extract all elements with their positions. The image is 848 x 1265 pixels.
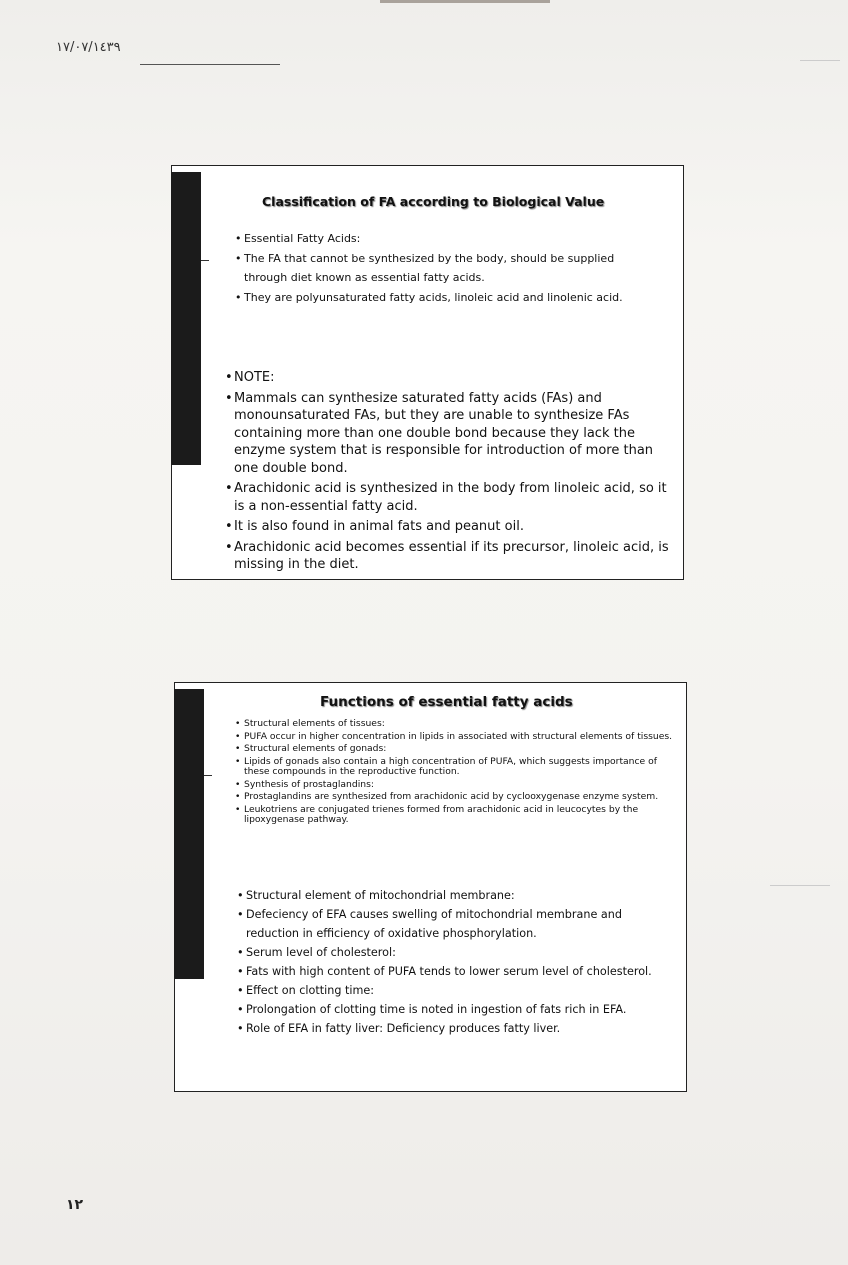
slide-side-strip bbox=[174, 689, 204, 979]
page-number: ١٢ bbox=[66, 1197, 84, 1213]
list-item: • Fats with high content of PUFA tends to lower serum level of cholesterol. bbox=[237, 962, 677, 981]
list-item: • Serum level of cholesterol: bbox=[237, 943, 677, 962]
list-item: • PUFA occur in higher concentration in lipids in associated with structural elements of tissues. bbox=[235, 732, 675, 743]
list-item: • Role of EFA in fatty liver: Deficiency produces fatty liver. bbox=[237, 1019, 677, 1038]
list-item: • Effect on clotting time: bbox=[237, 981, 677, 1000]
functions-list-bottom bbox=[237, 886, 677, 1038]
strip-tick bbox=[201, 260, 209, 261]
list-item: • Essential Fatty Acids: bbox=[235, 229, 655, 248]
list-item: • Leukotriens are conjugated trienes formed from arachidonic acid in leucocytes by the lipoxygenase pathway. bbox=[235, 805, 675, 826]
list-item: • Structural elements of gonads: bbox=[235, 744, 675, 755]
list-item: • Synthesis of prostaglandins: bbox=[235, 780, 675, 791]
slide-side-strip bbox=[171, 172, 201, 465]
list-item: • They are polyunsaturated fatty acids, linoleic acid and linolenic acid. bbox=[235, 288, 655, 307]
strip-tick bbox=[204, 775, 212, 776]
list-item: • It is also found in animal fats and peanut oil. bbox=[225, 518, 680, 536]
list-item: • Arachidonic acid becomes essential if its precursor, linoleic acid, is missing in the diet. bbox=[225, 539, 680, 574]
list-item: • Defeciency of EFA causes swelling of mitochondrial membrane and reduction in efficiency of oxidative phosphorylation. bbox=[237, 905, 677, 943]
functions-list-top bbox=[235, 719, 675, 828]
list-item: • Lipids of gonads also contain a high concentration of PUFA, which suggests importance of these compounds in the reproductive function. bbox=[235, 757, 675, 778]
slide-functions bbox=[174, 682, 687, 1092]
note-list bbox=[225, 369, 680, 577]
list-item: • Arachidonic acid is synthesized in the body from linoleic acid, so it is a non-essential fatty acid. bbox=[225, 480, 680, 515]
list-item: • NOTE: bbox=[225, 369, 680, 387]
date-underline bbox=[140, 64, 280, 65]
list-item: • Structural elements of tissues: bbox=[235, 719, 675, 730]
scan-artifact-line bbox=[800, 60, 840, 61]
list-item: • The FA that cannot be synthesized by the body, should be supplied through diet known as essential fatty acids. bbox=[235, 249, 655, 287]
list-item: • Prolongation of clotting time is noted in ingestion of fats rich in EFA. bbox=[237, 1000, 677, 1019]
essential-fa-list bbox=[235, 229, 655, 308]
list-item: • Structural element of mitochondrial membrane: bbox=[237, 886, 677, 905]
date-stamp: ١٧/٠٧/١٤٣٩ bbox=[56, 40, 121, 55]
slide-classification bbox=[171, 165, 684, 580]
scan-edge-mark bbox=[380, 0, 550, 3]
scan-artifact-line bbox=[770, 885, 830, 886]
slide-title: Classification of FA according to Biological Value bbox=[262, 194, 605, 209]
list-item: • Prostaglandins are synthesized from arachidonic acid by cyclooxygenase enzyme system. bbox=[235, 792, 675, 803]
list-item: • Mammals can synthesize saturated fatty acids (FAs) and monounsaturated FAs, but they are unable to synthesize FAs containing more than one double bond because they lack the enzyme system that is responsible for introduction of more than one double bond. bbox=[225, 390, 680, 478]
slide-title: Functions of essential fatty acids bbox=[320, 694, 573, 710]
